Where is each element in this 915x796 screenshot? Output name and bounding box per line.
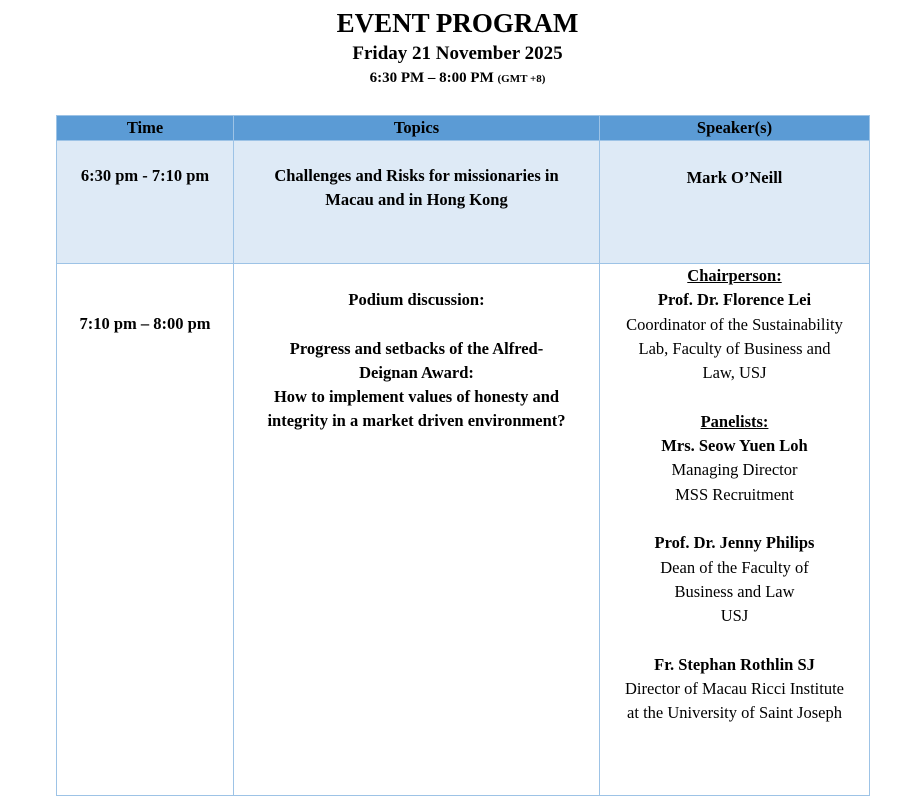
panelist-role: Director of Macau Ricci Institute [624,679,844,699]
panelist-role: USJ [720,606,749,626]
panelist-name: Prof. Dr. Jenny Philips [654,533,815,553]
topic-line: How to implement values of honesty and [273,387,560,407]
panelist-name: Fr. Stephan Rothlin SJ [654,654,815,674]
event-time-range: 6:30 PM – 8:00 PM [369,70,494,86]
topic-line: Deignan Award: [359,362,474,382]
panelists-label: Panelists: [700,411,769,431]
event-timezone: (GMT +8) [497,73,546,85]
column-header-speakers: Speaker(s) [600,116,870,141]
panelist-role: MSS Recruitment [675,484,794,504]
panelist-name: Mrs. Seow Yuen Loh [661,436,808,456]
event-date: Friday 21 November 2025 [352,43,563,64]
panelist-role: Dean of the Faculty of [660,557,809,577]
session-time: 6:30 pm - 7:10 pm [57,141,234,264]
chairperson-role: Law, USJ [702,363,767,383]
table-row [57,141,870,264]
topic-heading: Podium discussion: [348,290,485,309]
chairperson-label: Chairperson: [687,266,782,285]
page-title: EVENT PROGRAM [336,8,579,38]
session-speakers [600,264,870,796]
chairperson-role: Coordinator of the Sustainability [626,314,843,334]
session-speaker: Mark O’Neill [600,141,870,264]
panelist-role: Managing Director [671,460,798,480]
session-time: 7:10 pm – 8:00 pm [57,264,234,796]
topic-line: Progress and setbacks of the Alfred- [289,338,544,358]
panelist-role: at the University of Saint Joseph [627,703,842,723]
table-row [57,264,870,796]
chairperson-role: Lab, Faculty of Business and [638,338,831,358]
session-topic [234,141,600,264]
panelist-role: Business and Law [674,581,795,601]
chairperson-name: Prof. Dr. Florence Lei [657,290,812,310]
topic-line: Macau and in Hong Kong [325,190,508,210]
program-table [56,115,870,796]
column-header-topics: Topics [234,116,600,141]
topic-line: Challenges and Risks for missionaries in [274,166,559,185]
session-topic [234,264,600,796]
program-header [0,8,915,89]
topic-line: integrity in a market driven environment? [267,411,566,431]
column-header-time: Time [57,116,234,141]
event-time [0,68,915,89]
table-header-row [57,116,870,141]
